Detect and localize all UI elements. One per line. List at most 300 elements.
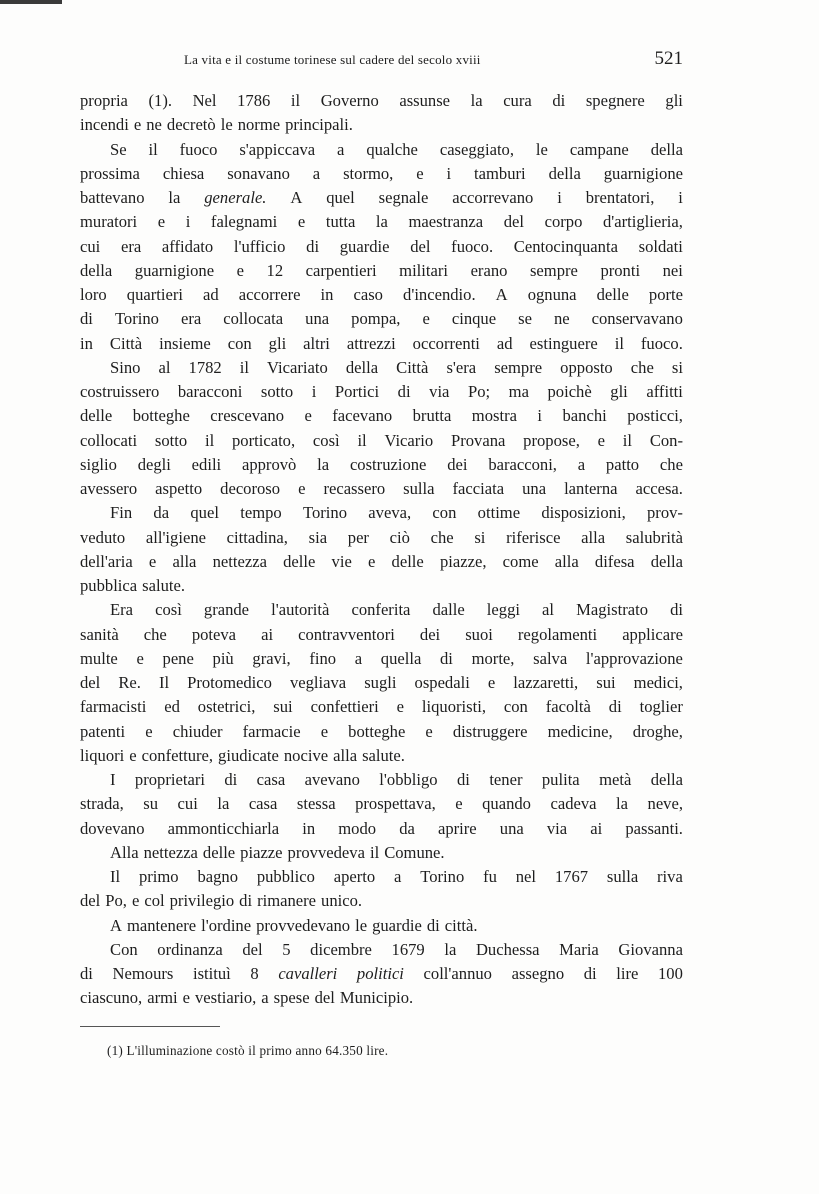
word: corpo [544, 212, 583, 232]
word: s'era [446, 357, 477, 377]
word: Maria [559, 939, 599, 959]
word: piazze, [439, 551, 487, 571]
word: sulla [403, 479, 435, 498]
word: se [518, 309, 532, 329]
word: vegliava [289, 673, 347, 692]
word: siglio [80, 454, 117, 474]
word: si [671, 357, 683, 377]
word: dalle [432, 600, 465, 620]
word: lire [616, 964, 639, 983]
word: principali. [285, 115, 353, 135]
word: e [129, 745, 137, 765]
word: multe [80, 648, 118, 668]
word: difesa [594, 551, 635, 571]
word: guardie [372, 915, 422, 935]
word: Duchessa [475, 939, 540, 959]
word: gli [665, 91, 683, 110]
word: della [650, 139, 683, 159]
word: provvedeva [287, 842, 365, 862]
word: fino [309, 648, 337, 668]
word: su [143, 794, 159, 814]
word: conferita [351, 600, 411, 620]
word: gli [268, 333, 287, 353]
word: confettieri [310, 697, 379, 717]
word: proprietari [134, 770, 205, 789]
word: provvedevano [256, 915, 351, 935]
word: fuoco [179, 139, 218, 159]
word: di [306, 236, 320, 256]
word: Nemours [112, 964, 174, 983]
word: al [542, 600, 555, 620]
text-line [80, 332, 683, 356]
word: cadeva [550, 794, 597, 814]
word: insieme [159, 333, 211, 353]
word: quartieri [126, 285, 183, 304]
word: droghe, [632, 721, 683, 741]
footnote-rule [80, 1026, 220, 1027]
word: alla [172, 551, 197, 571]
word: 1679 [391, 939, 425, 959]
footnote: (1) L'illuminazione costò il primo anno 64.350 lire. [107, 1043, 389, 1058]
word: ordinanza [157, 939, 223, 959]
word: Con [110, 939, 138, 959]
word: lanterna [564, 479, 618, 498]
word: il [204, 430, 215, 450]
word: città. [444, 915, 478, 935]
text-line [80, 695, 683, 719]
word: l'approvazione [585, 648, 683, 668]
word: cittadina, [226, 527, 288, 547]
text-line [80, 598, 683, 622]
word: il [622, 430, 633, 450]
word: soldati [638, 236, 683, 256]
word: incendi [80, 115, 129, 135]
word: la [470, 91, 483, 110]
word: 8 [250, 964, 259, 983]
word: battevano [80, 188, 145, 207]
text-line [80, 235, 683, 259]
word: del [80, 891, 101, 911]
word: opposto [560, 357, 613, 377]
word: a [337, 139, 345, 159]
word: la [168, 188, 181, 207]
word: ai [590, 818, 603, 838]
text-line [80, 210, 683, 234]
word: fuoco. [451, 236, 494, 256]
word: aperto [333, 867, 376, 886]
text-line [80, 962, 683, 986]
word: accorrevano [452, 188, 534, 207]
word: Città [396, 357, 429, 377]
word: una [499, 818, 524, 838]
word: altri [303, 333, 330, 353]
word: d'artiglieria, [602, 212, 683, 232]
word: facevano [332, 406, 393, 426]
word: Torino [420, 867, 465, 886]
body-text [80, 89, 683, 1011]
word: Po; [467, 382, 491, 401]
word: toglier [639, 697, 683, 717]
word: ma [508, 382, 529, 401]
word: bagno [197, 867, 238, 886]
text-line [80, 817, 683, 841]
word: ospedali [414, 673, 470, 692]
word: il [369, 842, 380, 862]
word: affitti [646, 382, 683, 401]
word: collocata [223, 309, 284, 329]
word: nettezza [212, 551, 267, 571]
word: brutta [412, 406, 452, 426]
text-line [80, 429, 683, 453]
word: quando [482, 794, 531, 814]
text-line [80, 453, 683, 477]
word: della [80, 260, 113, 280]
word: l'obbligo [379, 770, 438, 789]
word: gravi, [252, 648, 291, 668]
word: crescevano [210, 406, 284, 426]
word: casa [256, 770, 286, 789]
word: della [345, 357, 379, 377]
word: istituì [192, 964, 231, 983]
word: di [670, 600, 683, 620]
word: salubrità [625, 527, 683, 547]
word: via [546, 818, 568, 838]
word: sulla [606, 867, 639, 886]
word: ammonticchiarla [167, 818, 280, 838]
word: Torino [303, 503, 348, 523]
word: da [399, 818, 415, 838]
word: sempre [494, 357, 543, 377]
word: la [444, 939, 457, 959]
word: sotto [260, 382, 294, 401]
word: A [290, 188, 303, 207]
word: pubblico [256, 867, 315, 886]
word: 100 [658, 964, 683, 983]
word: mantenere [126, 915, 197, 935]
word: Fin [110, 503, 133, 523]
word: di [397, 382, 411, 401]
word: sui [273, 697, 293, 717]
word: ne [553, 309, 570, 329]
word: dell'aria [80, 551, 133, 571]
word: che [430, 527, 454, 547]
word: del [410, 236, 431, 256]
word: recassero [323, 479, 386, 498]
word: più [212, 648, 234, 668]
word: nocive [283, 745, 329, 765]
word: del [242, 939, 263, 959]
word: sugli [364, 673, 397, 692]
word: applicare [622, 624, 683, 644]
word: carpentieri [305, 260, 377, 280]
word: baracconi [177, 382, 243, 401]
word: spese [273, 988, 310, 1008]
word: porte [648, 285, 683, 304]
word: la [317, 454, 330, 474]
word: i [311, 382, 317, 401]
word: 1786 [237, 91, 271, 110]
word: regolamenti [517, 624, 598, 644]
word: e [320, 721, 329, 741]
word: ciò [389, 527, 410, 547]
word: dicembre [310, 939, 372, 959]
word: a [261, 988, 269, 1008]
word: delle [80, 406, 113, 426]
word: armi [147, 988, 178, 1008]
word: botteghe [132, 406, 190, 426]
word: 12 [266, 260, 284, 280]
word: in [80, 333, 93, 353]
word: e [133, 115, 142, 135]
word: baracconi, [488, 454, 557, 474]
word: s'appiccava [239, 139, 316, 159]
word: aveva, [368, 503, 412, 523]
word: caso [353, 285, 383, 304]
word: i [678, 188, 683, 207]
word: della [548, 163, 581, 183]
text-line [80, 768, 683, 792]
running-title: La vita e il costume torinese sul cadere del secolo xviii [184, 52, 481, 67]
word: unico. [321, 891, 363, 911]
word: facoltà [545, 697, 591, 717]
word: Po, [105, 891, 127, 911]
text-line [80, 356, 683, 380]
word: collocati [80, 430, 138, 450]
word: poichè [547, 382, 592, 401]
word: fuoco. [640, 333, 683, 353]
word: Se [110, 139, 127, 159]
word: qualche [366, 139, 418, 159]
word: accorrere [238, 285, 301, 304]
word: e [487, 673, 496, 692]
word: riferisce [506, 527, 561, 547]
word: quella [380, 648, 422, 668]
word: politici [356, 964, 404, 983]
word: Il [110, 867, 121, 886]
word: guardie [339, 236, 390, 256]
word: salute. [142, 576, 185, 595]
word: tempo [240, 503, 282, 523]
word: 5 [282, 939, 291, 959]
word: Alla [110, 842, 139, 862]
word: propose, [523, 430, 580, 450]
text-line [80, 938, 683, 962]
word: e [131, 891, 140, 911]
word: in [320, 285, 334, 304]
word: nettezza [143, 842, 198, 862]
word: dei [447, 454, 468, 474]
word: Il [158, 673, 170, 692]
word: nei [662, 260, 683, 280]
word: ostetrici, [197, 697, 256, 717]
word: erano [470, 260, 508, 280]
word: propria [80, 91, 128, 110]
word: col [144, 891, 165, 911]
word: ai [261, 624, 274, 644]
page-number: 521 [654, 48, 683, 69]
word: decretò [166, 115, 216, 135]
word: delle [283, 551, 316, 571]
text-line [80, 671, 683, 695]
word: porticato, [232, 430, 296, 450]
word: confetture, [141, 745, 214, 765]
word: a [577, 454, 586, 474]
word: via [429, 382, 450, 401]
word: (1). [148, 91, 172, 110]
word: delle [202, 842, 236, 862]
word: Torino [114, 309, 159, 329]
word: i [185, 212, 191, 232]
word: sui [596, 673, 616, 692]
word: fu [483, 867, 497, 886]
text-line [80, 865, 683, 889]
text-line [80, 986, 683, 1010]
word: cui [177, 794, 198, 814]
word: Provana [451, 430, 506, 450]
word: ed [164, 697, 180, 717]
word: primo [138, 867, 179, 886]
word: guarnigione [603, 163, 683, 183]
word: come [502, 551, 539, 571]
word: la [375, 212, 388, 232]
word: approvò [241, 454, 297, 474]
word: Municipio. [339, 988, 414, 1008]
word: salva [533, 648, 568, 668]
word: così [155, 600, 182, 620]
scan-edge-mark [0, 0, 62, 4]
word: campane [569, 139, 629, 159]
text-line [80, 647, 683, 671]
word: Città [109, 333, 143, 353]
word: stessa [296, 794, 336, 814]
word: botteghe [348, 721, 406, 741]
word: Vicario [384, 430, 434, 450]
word: di [552, 91, 566, 110]
word: costruissero [80, 382, 160, 401]
word: salute. [362, 745, 405, 765]
word: grande [203, 600, 250, 620]
word: dei [419, 624, 441, 644]
text-line [80, 792, 683, 816]
word: coll'annuo [423, 964, 492, 983]
word: cavalleri [278, 964, 338, 983]
word: delle [391, 551, 424, 571]
word: e [182, 988, 190, 1008]
word: piazze [240, 842, 283, 862]
word: Sino [110, 357, 141, 377]
word: affidato [161, 236, 214, 256]
word: medici, [633, 673, 683, 692]
text-line [80, 720, 683, 744]
word: con [503, 697, 528, 717]
word: che [143, 624, 167, 644]
word: A [110, 915, 122, 935]
text-line [80, 404, 683, 428]
text-line [80, 526, 683, 550]
word: liquori [80, 745, 125, 765]
word: della [650, 770, 683, 789]
word: a [354, 648, 363, 668]
word: strada, [80, 794, 124, 814]
word: avevano [304, 770, 360, 789]
word: veduto [80, 527, 126, 547]
word: quel [190, 503, 219, 523]
word: che [630, 357, 654, 377]
word: lazzaretti, [513, 673, 579, 692]
word: e [145, 721, 153, 741]
word: si [474, 527, 486, 547]
text-line [80, 89, 683, 113]
word: Centocinquanta [513, 236, 618, 256]
word: assegno [511, 964, 565, 983]
text-line [80, 259, 683, 283]
word: ottime [477, 503, 521, 523]
word: e [416, 163, 424, 183]
word: e [304, 406, 312, 426]
word: 1782 [188, 357, 222, 377]
word: l'ordine [201, 915, 252, 935]
word: casa [248, 794, 278, 814]
word: di [80, 309, 93, 329]
word: era [120, 236, 142, 256]
word: pronti [600, 260, 641, 280]
word: 1767 [554, 867, 589, 886]
word: del [80, 673, 101, 692]
word: quel [326, 188, 355, 207]
word: e [367, 551, 376, 571]
word: ad [203, 285, 219, 304]
word: le [355, 915, 368, 935]
word: aspetto [155, 479, 203, 498]
word: dovevano [80, 818, 145, 838]
word: e [148, 551, 157, 571]
word: generale. [204, 188, 267, 207]
word: i [446, 163, 452, 183]
word: e [425, 721, 433, 741]
word: muratori [80, 212, 138, 232]
word: prov- [647, 503, 683, 523]
word: cinque [451, 309, 497, 329]
text-line [80, 574, 683, 598]
word: con [432, 503, 457, 523]
word: patto [605, 454, 640, 474]
word: delle [596, 285, 629, 304]
word: alla [554, 551, 579, 571]
word: il [357, 430, 367, 450]
word: sonavano [227, 163, 290, 183]
word: passanti. [625, 818, 683, 838]
word: ne [146, 115, 162, 135]
word: sotto [154, 430, 188, 450]
word: Magistrato [576, 600, 648, 620]
word: sempre [529, 260, 578, 280]
word: tener [489, 770, 523, 789]
word: alla [581, 527, 606, 547]
word: medicine, [547, 721, 613, 741]
word: ciascuno, [80, 988, 143, 1008]
word: sanità [80, 624, 119, 644]
word: la [616, 794, 629, 814]
word: privilegio [169, 891, 235, 911]
text-line [80, 501, 683, 525]
word: del [314, 988, 335, 1008]
word: falegnami [210, 212, 278, 232]
word: estinguere [529, 333, 598, 353]
word: i [537, 406, 543, 426]
word: prospettava, [355, 794, 436, 814]
word: posticci, [627, 406, 683, 426]
word: aprire [437, 818, 477, 838]
